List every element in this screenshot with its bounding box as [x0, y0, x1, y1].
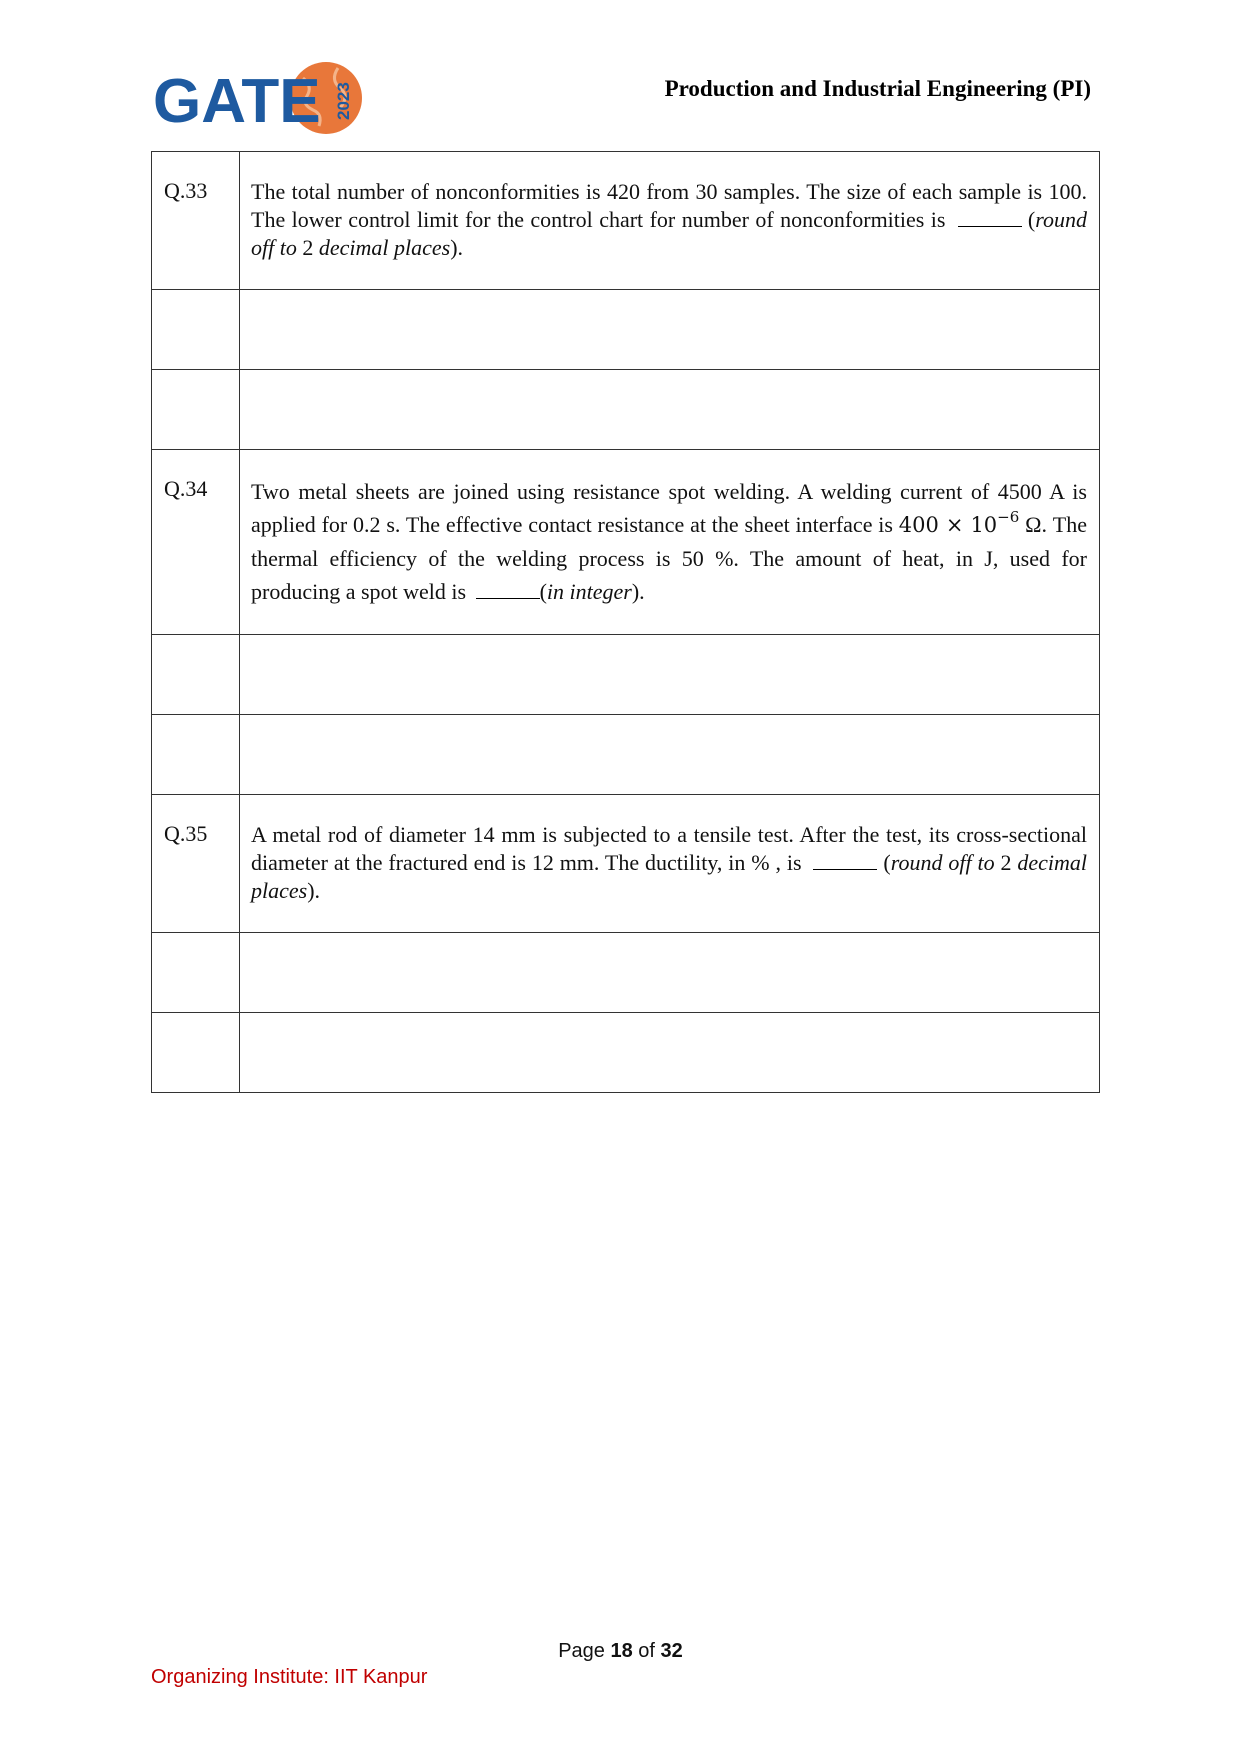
question-body: The total number of nonconformities is 420 from 30 samples. The size of each sample is 100. The lower control limit for the control chart for number of nonconformities is: [251, 179, 1087, 232]
blank-cell: [240, 635, 1100, 715]
page-of: of: [638, 1640, 655, 1662]
question-row: [152, 152, 1100, 290]
close-paren: ).: [631, 579, 645, 604]
question-row: [152, 450, 1100, 635]
question-number: Q.33: [152, 152, 240, 290]
question-text: [240, 450, 1100, 635]
paren: (: [1027, 207, 1036, 232]
page-total: 32: [660, 1640, 683, 1662]
blank-cell: [152, 933, 240, 1013]
blank-cell: [240, 370, 1100, 450]
instruction: round off to: [251, 207, 1087, 260]
blank-cell: [240, 290, 1100, 370]
math-unit: Ω: [1019, 512, 1042, 537]
blank-row: [152, 290, 1100, 370]
paren: (: [883, 850, 891, 875]
blank-row: [152, 715, 1100, 795]
blank-cell: [240, 933, 1100, 1013]
math-exponent: −6: [997, 508, 1020, 526]
question-text: [240, 152, 1100, 290]
blank-cell: [152, 635, 240, 715]
instruction: in integer: [546, 579, 632, 604]
question-body: A metal rod of diameter 14 mm is subjected to a tensile test. After the test, its cross-sectional diameter at the fractured end is 12 mm. The ductility, in % , is: [251, 822, 1087, 875]
instruction: round off to: [890, 850, 995, 875]
page-number: [0, 1640, 1241, 1663]
blank-cell: [240, 1013, 1100, 1093]
question-table: [151, 151, 1100, 1093]
blank-cell: [240, 715, 1100, 795]
instruction-tail: decimal places: [251, 850, 1088, 903]
blank-cell: [152, 290, 240, 370]
math-base: 400 × 10: [898, 513, 998, 537]
instruction-tail: decimal places: [318, 235, 451, 260]
logo-gate-text: GATE: [153, 67, 321, 136]
question-text: [240, 795, 1100, 933]
close-paren: ).: [307, 878, 321, 903]
logo-year-text: 2023: [334, 82, 353, 120]
instruction-number: 2: [302, 235, 314, 260]
close-paren: ).: [450, 235, 464, 260]
instruction-number: 2: [1000, 850, 1012, 875]
question-body: Two metal sheets are joined using resistance spot welding. A welding current of 4500 A is applied for 0.2 s. The effective contact resistance at the sheet interface is: [251, 479, 1087, 537]
answer-blank: [958, 208, 1022, 227]
answer-blank: [476, 580, 540, 599]
blank-cell: [152, 715, 240, 795]
question-number: Q.34: [152, 450, 240, 635]
question-row: [152, 795, 1100, 933]
page-prefix: Page: [558, 1640, 605, 1662]
question-body-cont: . The thermal efficiency of the welding process is 50 %. The amount of heat, in J, used for producing a spot weld is: [251, 512, 1087, 604]
blank-row: [152, 635, 1100, 715]
blank-cell: [152, 1013, 240, 1093]
gate-2023-logo: [153, 60, 363, 140]
blank-cell: [152, 370, 240, 450]
paren: (: [539, 579, 547, 604]
blank-row: [152, 370, 1100, 450]
page-current: 18: [610, 1640, 633, 1662]
subject-title: Production and Industrial Engineering (PI): [664, 76, 1091, 101]
blank-row: [152, 933, 1100, 1013]
math-expression: [898, 508, 1020, 537]
blank-row: [152, 1013, 1100, 1093]
question-number: Q.35: [152, 795, 240, 933]
organizer-label: Organizing Institute: IIT Kanpur: [151, 1666, 428, 1688]
answer-blank: [813, 851, 877, 870]
